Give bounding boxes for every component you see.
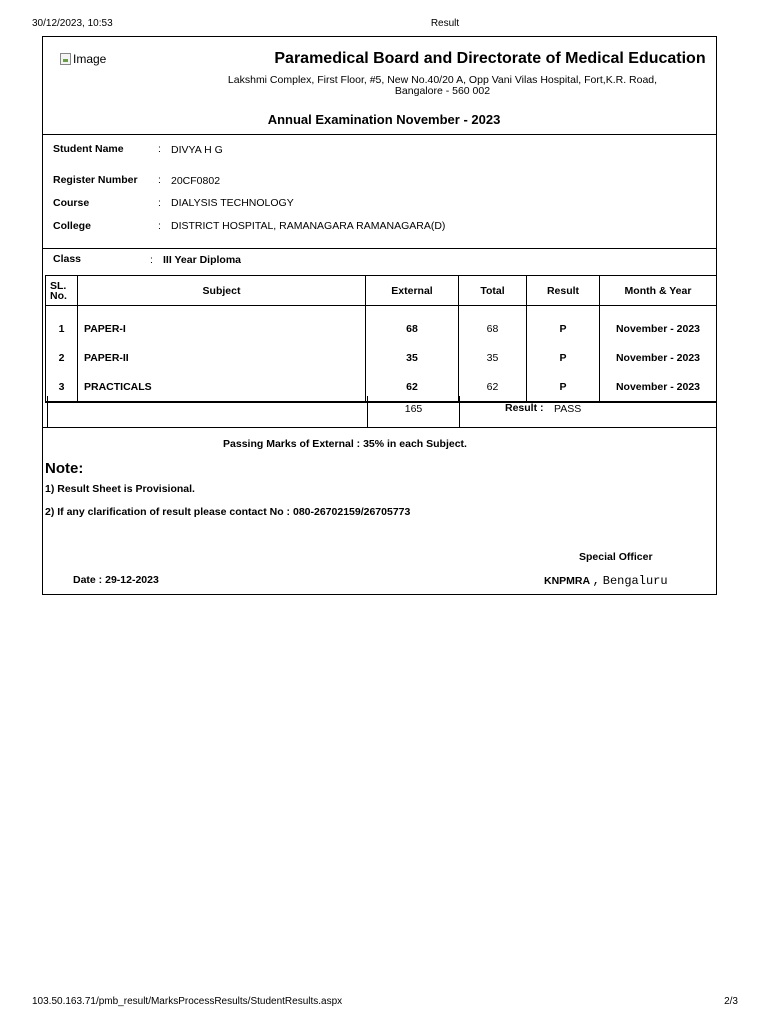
signatory-org <box>544 574 668 588</box>
cell-external: 35 <box>366 343 459 372</box>
print-datetime: 30/12/2023, 10:53 <box>32 18 113 29</box>
cell-result: P <box>527 372 600 402</box>
col-external: External <box>366 276 459 306</box>
signatory-title: Special Officer <box>579 551 653 563</box>
overall-result-label: Result : <box>505 402 544 414</box>
org-separator: , <box>592 574 600 588</box>
divider <box>459 396 460 427</box>
board-name: Paramedical Board and Directorate of Medical Education <box>274 50 706 67</box>
cell-subject: PAPER-I <box>78 306 366 344</box>
divider <box>42 248 717 249</box>
course-label: Course <box>53 197 90 209</box>
separator: : <box>150 254 153 266</box>
address-line-1: Lakshmi Complex, First Floor, #5, New No.40/20 A, Opp Vani Vilas Hospital, Fort,K.R. Road, <box>227 74 658 86</box>
col-sl-no: SL. No. <box>46 276 78 306</box>
cell-month-year: November - 2023 <box>600 343 717 372</box>
print-page-number: 2/3 <box>724 996 738 1007</box>
date-value: 29-12-2023 <box>105 574 159 586</box>
broken-image-icon <box>60 53 71 65</box>
table-row <box>46 306 717 344</box>
cell-sl: 1 <box>46 306 78 344</box>
cell-result: P <box>527 343 600 372</box>
college: DISTRICT HOSPITAL, RAMANAGARA RAMANAGARA(D) <box>171 220 446 232</box>
student-name-label: Student Name <box>53 143 124 155</box>
class-label: Class <box>53 253 82 265</box>
class-value: III Year Diploma <box>163 254 242 266</box>
register-number: 20CF0802 <box>171 175 221 187</box>
overall-result: PASS <box>554 403 582 415</box>
note-line-1: 1) Result Sheet is Provisional. <box>45 483 195 495</box>
issue-date <box>73 574 159 586</box>
separator: : <box>158 174 161 186</box>
cell-month-year: November - 2023 <box>600 306 717 344</box>
table-row <box>46 372 717 402</box>
student-name: DIVYA H G <box>171 144 223 156</box>
marks-table <box>45 275 717 403</box>
cell-external: 62 <box>366 372 459 402</box>
board-logo <box>60 52 106 66</box>
cell-month-year: November - 2023 <box>600 372 717 402</box>
cell-subject: PAPER-II <box>78 343 366 372</box>
cell-result: P <box>527 306 600 344</box>
date-label: Date : <box>73 574 103 586</box>
cell-total: 68 <box>459 306 527 344</box>
cell-total: 62 <box>459 372 527 402</box>
passing-marks-info: Passing Marks of External : 35% in each Subject. <box>223 438 467 450</box>
separator: : <box>158 143 161 155</box>
logo-alt-text: Image <box>73 52 107 66</box>
print-url: 103.50.163.71/pmb_result/MarksProcessResults/StudentResults.aspx <box>32 996 343 1007</box>
cell-sl: 3 <box>46 372 78 402</box>
table-row <box>46 343 717 372</box>
cell-total: 35 <box>459 343 527 372</box>
col-subject: Subject <box>78 276 366 306</box>
cell-external: 68 <box>366 306 459 344</box>
col-total: Total <box>459 276 527 306</box>
address-line-2: Bangalore - 560 002 <box>394 85 491 97</box>
divider <box>47 396 48 427</box>
org-place: Bengaluru <box>602 574 668 588</box>
exam-title: Annual Examination November - 2023 <box>267 112 501 127</box>
col-month-year: Month & Year <box>600 276 717 306</box>
note-heading: Note: <box>45 460 84 477</box>
college-label: College <box>53 220 91 232</box>
grand-total: 165 <box>404 403 423 415</box>
board-address <box>200 75 685 97</box>
cell-sl: 2 <box>46 343 78 372</box>
table-header-row <box>46 276 717 306</box>
cell-subject: PRACTICALS <box>78 372 366 402</box>
register-number-label: Register Number <box>53 174 138 186</box>
note-line-2: 2) If any clarification of result please contact No : 080-26702159/26705773 <box>45 506 411 518</box>
separator: : <box>158 197 161 209</box>
separator: : <box>158 220 161 232</box>
print-title: Result <box>430 18 460 29</box>
divider <box>42 134 717 135</box>
col-result: Result <box>527 276 600 306</box>
divider <box>42 427 717 428</box>
course: DIALYSIS TECHNOLOGY <box>171 197 294 209</box>
org-name: KNPMRA <box>544 575 590 587</box>
